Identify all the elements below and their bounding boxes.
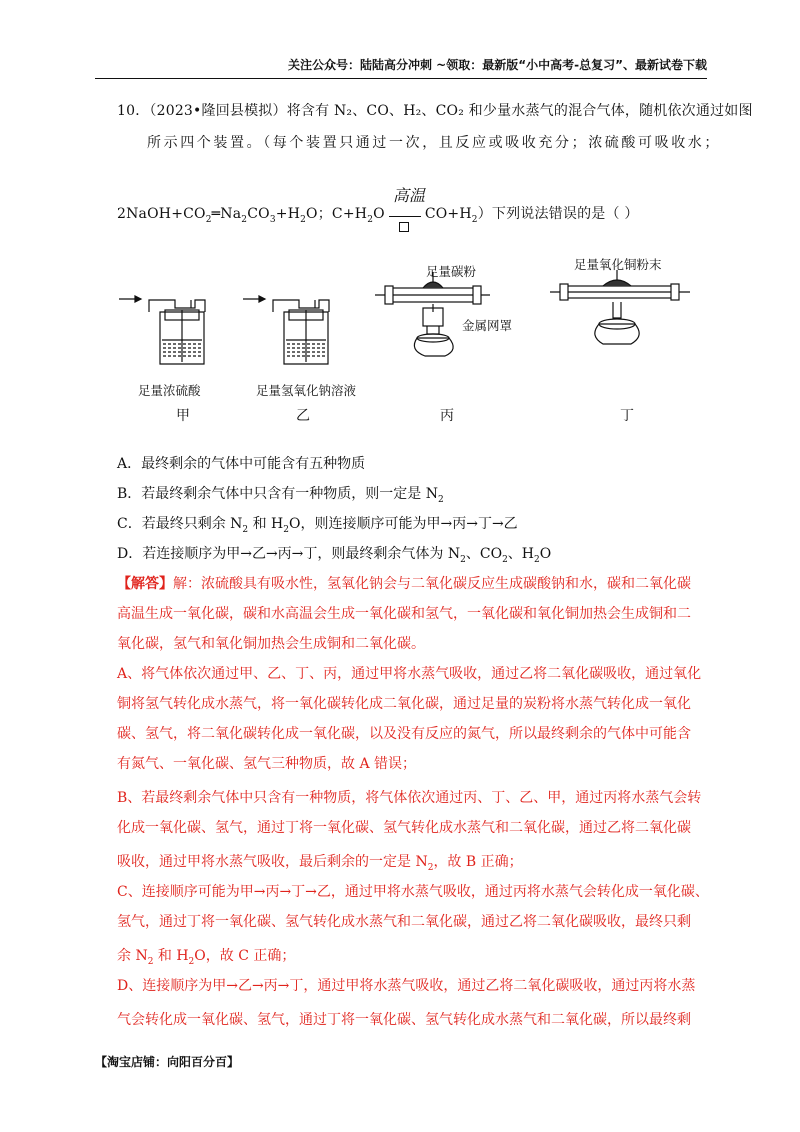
- tube-bing: [375, 272, 490, 356]
- option-b: B．若最终剩余气体中只含有一种物质，则一定是 $N_2$: [117, 486, 444, 505]
- question-line-1: 10．（2023•隆回县模拟）将含有 N₂、CO、H₂、CO₂ 和少量水蒸气的混合气体，随机依次通过如图: [117, 103, 753, 119]
- page-header: 关注公众号：陆陆高分冲刺 ~领取：最新版“小中高考-总复习”、最新试卷下载: [95, 56, 707, 79]
- label-yi: 乙: [296, 408, 310, 424]
- label-ding: 丁: [620, 408, 634, 424]
- eq-text: O: [373, 206, 385, 222]
- option-b-text: B．若最终剩余气体中只含有一种物质，则一定是 N: [117, 486, 438, 502]
- page-footer: 【淘宝店铺：向阳百分百】: [95, 1055, 240, 1069]
- option-d-text: O: [539, 546, 552, 562]
- answer-line: C、连接顺序可能为甲→丙→丁→乙，通过甲将水蒸气吸收，通过丙将水蒸气会转化成一氧化碳、: [117, 884, 709, 900]
- option-d: D．若连接顺序为甲→乙→丙→丁，则最终剩余气体为 $N_2$、$CO_2$、$H_2O$: [117, 546, 552, 565]
- label-bing: 丙: [440, 408, 454, 424]
- eq-text: O；C+H: [306, 206, 368, 222]
- answer-line: 高温生成一氧化碳，碳和水高温会生成一氧化碳和氢气，一氧化碳和氧化铜加热会生成铜和二: [117, 606, 691, 622]
- eq-text: CO: [247, 206, 270, 222]
- answer-line: 余 $N_2$ 和 $H_2O$，故 C 正确；: [117, 948, 296, 967]
- answer-line: 有氮气、一氧化碳、氢气三种物质，故 A 错误；: [117, 756, 417, 772]
- option-d-text: D．若连接顺序为甲→乙→丙→丁，则最终剩余气体为 N: [117, 546, 461, 562]
- gauze-bing: 金属网罩: [462, 318, 513, 333]
- answer-line: 吸收，通过甲将水蒸气吸收，最后剩余的一定是 $N_2$，故 B 正确；: [117, 854, 523, 873]
- answer-line: A、将气体依次通过甲、乙、丁、丙，通过甲将水蒸气吸收，通过乙将二氧化碳吸收，通过氧化: [117, 666, 702, 682]
- question-line-2: 所示四个装置。（每个装置只通过一次，且反应或吸收充分；浓硫酸可吸收水；: [147, 135, 721, 151]
- eq-text: ═Na: [211, 206, 242, 222]
- option-c-text: C．若最终只剩余 N: [117, 516, 243, 532]
- tube-ding: [550, 270, 690, 344]
- reagent-bing: 足量碳粉: [426, 264, 477, 279]
- eq-text: +H: [275, 206, 301, 222]
- reaction-condition: [385, 186, 426, 219]
- answer-text: 吸收，通过甲将水蒸气吸收，最后剩余的一定是 N: [117, 854, 428, 870]
- answer-text: 和 H: [153, 948, 189, 964]
- reagent-jia: 足量浓硫酸: [138, 383, 201, 398]
- answer-text: ，故 B 正确；: [433, 854, 523, 870]
- answer-line: 碳、氢气，将二氧化碳转化成一氧化碳，以及没有反应的氮气，所以最终剩余的气体中可能含: [117, 726, 691, 742]
- bottle-yi: [243, 296, 329, 364]
- label-jia: 甲: [176, 408, 190, 424]
- option-c-text: 和 H: [248, 516, 284, 532]
- eq-text: ）下列说法错误的是（ ）: [477, 206, 639, 222]
- reagent-yi: 足量氢氧化钠溶液: [256, 383, 357, 398]
- eq-text: CO+H: [424, 206, 472, 222]
- answer-tag: 【解答】: [117, 576, 173, 592]
- reagent-ding: 足量氧化铜粉末: [574, 257, 662, 272]
- option-c: C．若最终只剩余 $N_2$ 和 $H_2O$，则连接顺序可能为甲→丙→丁→乙: [117, 516, 518, 535]
- answer-line: B、若最终剩余气体中只含有一种物质，将气体依次通过丙、丁、乙、甲，通过丙将水蒸气会转: [117, 790, 702, 806]
- answer-text: O，故 C 正确；: [194, 948, 296, 964]
- answer-line: 铜将氢气转化成水蒸气，将一氧化碳转化成二氧化碳，通过足量的炭粉将水蒸气转化成一氧化: [117, 696, 691, 712]
- bottle-jia: [119, 296, 205, 364]
- answer-line: 化成一氧化碳、氢气，通过丁将一氧化碳、氢气转化成水蒸气和二氧化碳，通过乙将二氧化碳: [117, 820, 691, 836]
- option-d-text: 、H: [507, 546, 535, 562]
- option-c-text: O，则连接顺序可能为甲→丙→丁→乙: [289, 516, 518, 532]
- answer-line: 氢气，通过丁将一氧化碳、氢气转化成水蒸气和二氧化碳，通过乙将二氧化碳吸收，最终只剩: [117, 914, 691, 930]
- answer-line: [117, 573, 691, 593]
- question-equations: $2NaOH+CO_2═Na_2CO_3+H_2O$；$C+H_2O$ 高温 $CO+H_2$）下列说法错误的是（ ）: [117, 203, 639, 225]
- eq-text: 2NaOH+CO: [117, 206, 206, 222]
- option-a: A．最终剩余的气体中可能含有五种物质: [117, 456, 366, 472]
- answer-text: 余 N: [117, 948, 148, 964]
- answer-text: 解：浓硫酸具有吸水性，氢氧化钠会与二氧化碳反应生成碳酸钠和水，碳和二氧化碳: [173, 576, 691, 592]
- option-d-text: 、CO: [465, 546, 503, 562]
- answer-line: 气会转化成一氧化碳、氢气，通过丁将一氧化碳、氢气转化成水蒸气和二氧化碳，所以最终剩: [117, 1012, 691, 1028]
- condition-label: 高温: [392, 186, 426, 205]
- answer-line: D、连接顺序为甲→乙→丙→丁，通过甲将水蒸气吸收，通过乙将二氧化碳吸收，通过丙将水蒸: [117, 978, 696, 994]
- answer-line: 氧化碳，氢气和氧化铜加热会生成铜和二氧化碳。: [117, 636, 425, 652]
